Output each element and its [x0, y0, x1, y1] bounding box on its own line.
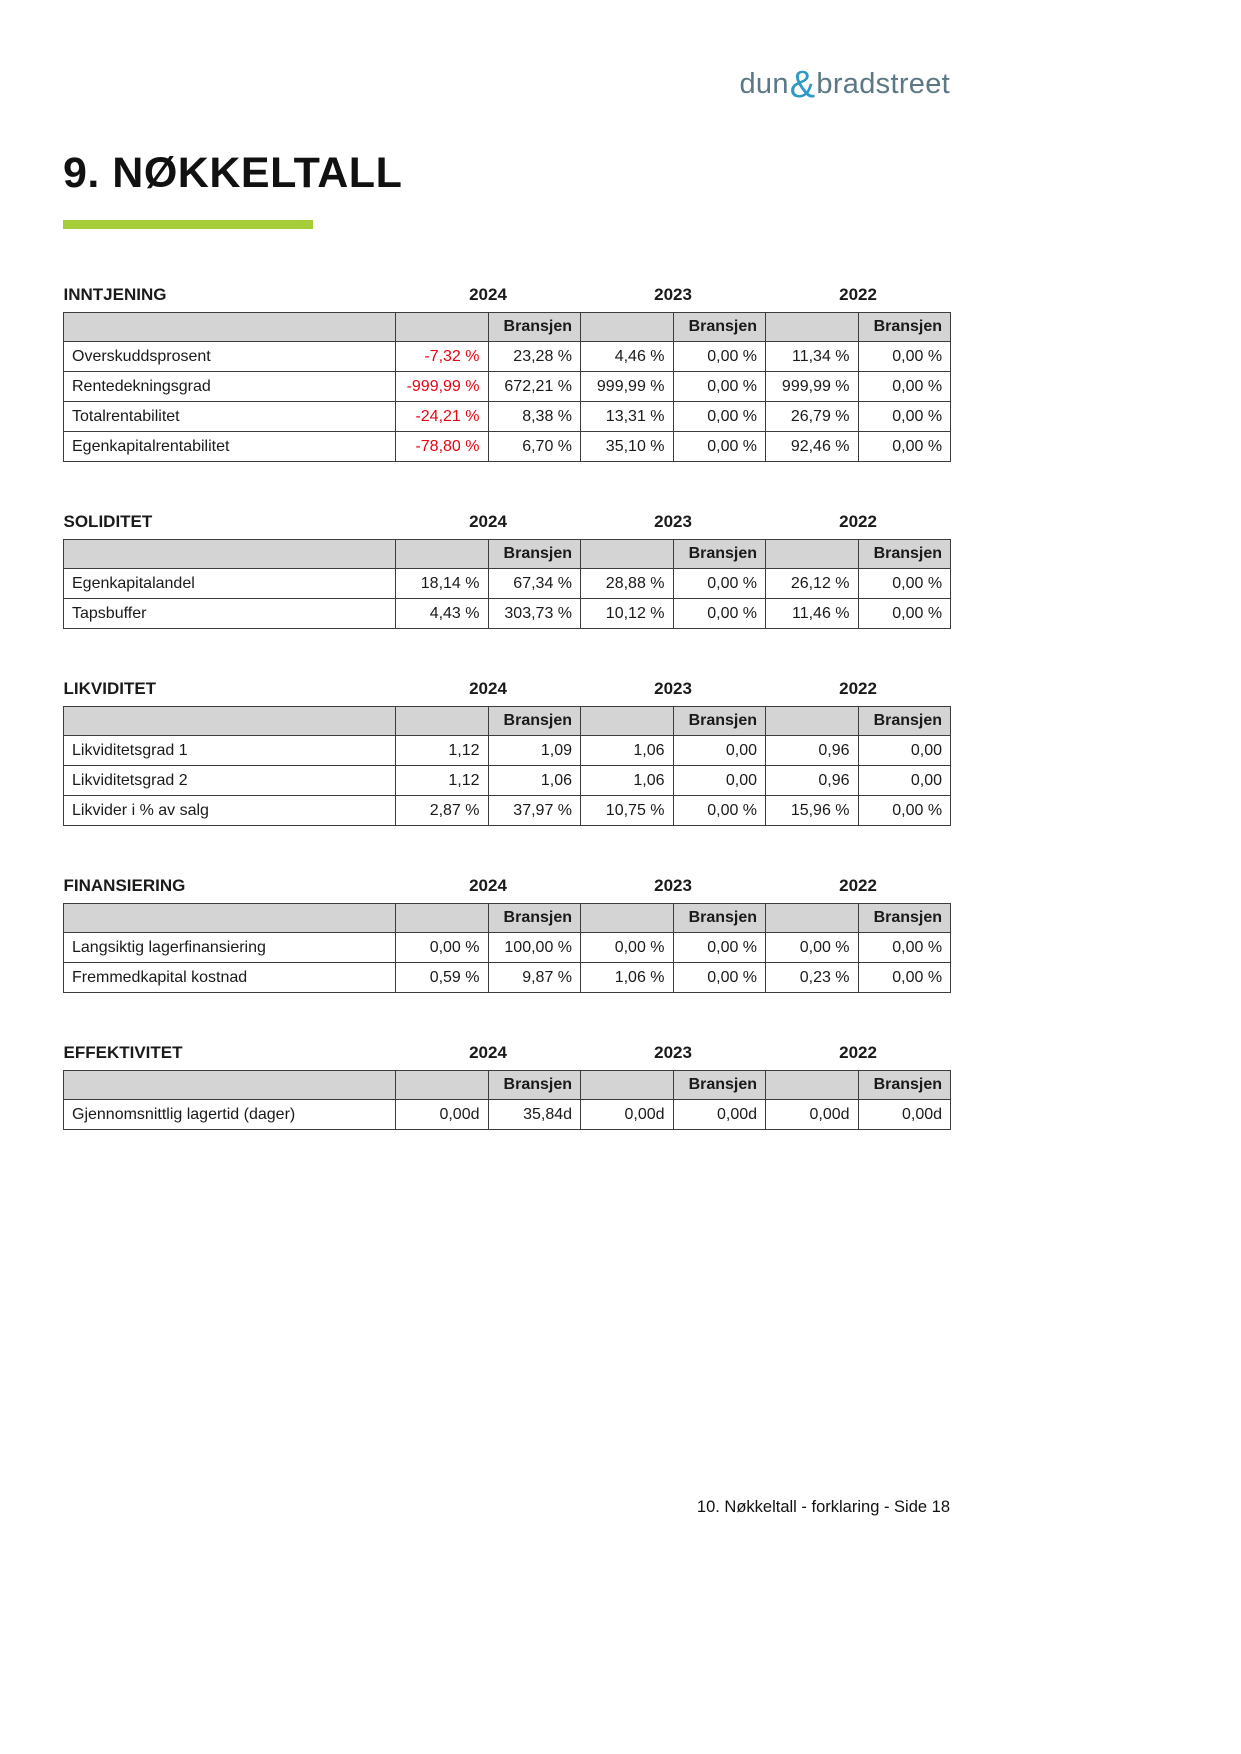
- value-cell: 0,00 %: [673, 342, 766, 372]
- section-likviditet: [63, 679, 950, 826]
- value-cell: -24,21 %: [396, 402, 489, 432]
- title-underline: [63, 220, 313, 229]
- header-blank-cell: [396, 904, 489, 933]
- value-cell: 11,34 %: [766, 342, 859, 372]
- value-cell: 4,43 %: [396, 599, 489, 629]
- header-blank-cell: [64, 707, 396, 736]
- value-cell: 9,87 %: [488, 963, 581, 993]
- value-cell: 0,00: [673, 736, 766, 766]
- industry-header-row: [64, 540, 951, 569]
- header-blank-cell: [581, 707, 674, 736]
- table-row: [64, 432, 951, 462]
- value-cell: -7,32 %: [396, 342, 489, 372]
- industry-column-header: Bransjen: [858, 1071, 951, 1100]
- year-label: 2023: [654, 876, 692, 895]
- industry-column-header: Bransjen: [858, 540, 951, 569]
- value-cell: 0,00 %: [766, 933, 859, 963]
- industry-column-header: Bransjen: [673, 1071, 766, 1100]
- value-cell: 999,99 %: [766, 372, 859, 402]
- value-cell: 35,84d: [488, 1100, 581, 1130]
- section-finansiering: [63, 876, 950, 993]
- year-label: 2023: [654, 679, 692, 698]
- logo-word-bradstreet: bradstreet: [816, 68, 950, 100]
- value-cell: 1,06: [581, 766, 674, 796]
- value-cell: 0,00 %: [673, 402, 766, 432]
- industry-column-header: Bransjen: [488, 1071, 581, 1100]
- value-cell: 8,38 %: [488, 402, 581, 432]
- value-cell: 4,46 %: [581, 342, 674, 372]
- value-cell: 0,00d: [858, 1100, 951, 1130]
- value-cell: 303,73 %: [488, 599, 581, 629]
- year-label: 2022: [839, 876, 877, 895]
- section-header-row: [64, 512, 951, 540]
- section-title: LIKVIDITET: [63, 679, 157, 698]
- value-cell: 23,28 %: [488, 342, 581, 372]
- row-label: Fremmedkapital kostnad: [64, 963, 396, 993]
- header-blank-cell: [766, 540, 859, 569]
- value-cell: 26,12 %: [766, 569, 859, 599]
- row-label: Rentedekningsgrad: [64, 372, 396, 402]
- table-row: [64, 1100, 951, 1130]
- value-cell: 0,00d: [581, 1100, 674, 1130]
- year-label: 2023: [654, 512, 692, 531]
- section-effektivitet: [63, 1043, 950, 1130]
- row-label: Likviditetsgrad 2: [64, 766, 396, 796]
- industry-column-header: Bransjen: [488, 707, 581, 736]
- industry-column-header: Bransjen: [858, 904, 951, 933]
- value-cell: 10,12 %: [581, 599, 674, 629]
- header-blank-cell: [64, 313, 396, 342]
- header-blank-cell: [396, 707, 489, 736]
- row-label: Overskuddsprosent: [64, 342, 396, 372]
- value-cell: 28,88 %: [581, 569, 674, 599]
- header-blank-cell: [581, 313, 674, 342]
- value-cell: 0,00 %: [858, 372, 951, 402]
- table-row: [64, 372, 951, 402]
- kpi-table-inntjening: [63, 285, 951, 462]
- value-cell: 0,00 %: [858, 796, 951, 826]
- value-cell: 37,97 %: [488, 796, 581, 826]
- value-cell: 0,00 %: [396, 933, 489, 963]
- value-cell: 0,00 %: [673, 933, 766, 963]
- year-label: 2024: [469, 679, 507, 698]
- value-cell: 26,79 %: [766, 402, 859, 432]
- value-cell: 1,12: [396, 736, 489, 766]
- industry-header-row: [64, 707, 951, 736]
- value-cell: 0,00d: [766, 1100, 859, 1130]
- sections: [63, 285, 950, 1130]
- table-row: [64, 342, 951, 372]
- kpi-table-finansiering: [63, 876, 951, 993]
- section-title: INNTJENING: [63, 285, 167, 304]
- industry-header-row: [64, 313, 951, 342]
- value-cell: 0,59 %: [396, 963, 489, 993]
- kpi-table-soliditet: [63, 512, 951, 629]
- value-cell: 10,75 %: [581, 796, 674, 826]
- value-cell: 15,96 %: [766, 796, 859, 826]
- ampersand-icon: &: [789, 64, 816, 106]
- industry-column-header: Bransjen: [858, 313, 951, 342]
- industry-column-header: Bransjen: [673, 313, 766, 342]
- header-blank-cell: [396, 313, 489, 342]
- header-blank-cell: [766, 904, 859, 933]
- section-header-row: [64, 876, 951, 904]
- value-cell: 0,00 %: [673, 372, 766, 402]
- table-row: [64, 736, 951, 766]
- table-row: [64, 796, 951, 826]
- header-blank-cell: [64, 1071, 396, 1100]
- header-blank-cell: [64, 904, 396, 933]
- value-cell: 0,00 %: [858, 933, 951, 963]
- section-inntjening: [63, 285, 950, 462]
- logo-row: [63, 0, 950, 106]
- industry-column-header: Bransjen: [488, 540, 581, 569]
- value-cell: 2,87 %: [396, 796, 489, 826]
- industry-column-header: Bransjen: [673, 904, 766, 933]
- section-title: FINANSIERING: [63, 876, 186, 895]
- row-label: Egenkapitalandel: [64, 569, 396, 599]
- row-label: Tapsbuffer: [64, 599, 396, 629]
- industry-column-header: Bransjen: [673, 540, 766, 569]
- year-label: 2024: [469, 285, 507, 304]
- section-soliditet: [63, 512, 950, 629]
- value-cell: 13,31 %: [581, 402, 674, 432]
- row-label: Totalrentabilitet: [64, 402, 396, 432]
- value-cell: 11,46 %: [766, 599, 859, 629]
- row-label: Egenkapitalrentabilitet: [64, 432, 396, 462]
- value-cell: 0,96: [766, 766, 859, 796]
- industry-header-row: [64, 1071, 951, 1100]
- table-row: [64, 599, 951, 629]
- value-cell: 0,00: [673, 766, 766, 796]
- value-cell: 0,00 %: [673, 963, 766, 993]
- year-label: 2024: [469, 512, 507, 531]
- kpi-table-likviditet: [63, 679, 951, 826]
- table-row: [64, 569, 951, 599]
- table-row: [64, 963, 951, 993]
- value-cell: 1,12: [396, 766, 489, 796]
- value-cell: 6,70 %: [488, 432, 581, 462]
- value-cell: 67,34 %: [488, 569, 581, 599]
- value-cell: 18,14 %: [396, 569, 489, 599]
- table-row: [64, 933, 951, 963]
- section-header-row: [64, 1043, 951, 1071]
- value-cell: 0,00d: [396, 1100, 489, 1130]
- value-cell: -78,80 %: [396, 432, 489, 462]
- kpi-table-effektivitet: [63, 1043, 951, 1130]
- value-cell: 0,00d: [673, 1100, 766, 1130]
- value-cell: 672,21 %: [488, 372, 581, 402]
- year-label: 2023: [654, 1043, 692, 1062]
- value-cell: 1,06 %: [581, 963, 674, 993]
- value-cell: 0,00: [858, 766, 951, 796]
- value-cell: -999,99 %: [396, 372, 489, 402]
- value-cell: 0,00 %: [673, 569, 766, 599]
- header-blank-cell: [396, 540, 489, 569]
- year-label: 2022: [839, 679, 877, 698]
- industry-column-header: Bransjen: [488, 313, 581, 342]
- page-title: 9. NØKKELTALL: [63, 149, 403, 197]
- value-cell: 999,99 %: [581, 372, 674, 402]
- year-label: 2024: [469, 876, 507, 895]
- value-cell: 0,00 %: [858, 569, 951, 599]
- dun-bradstreet-logo: [739, 64, 950, 106]
- row-label: Likviditetsgrad 1: [64, 736, 396, 766]
- section-header-row: [64, 679, 951, 707]
- industry-column-header: Bransjen: [858, 707, 951, 736]
- row-label: Likvider i % av salg: [64, 796, 396, 826]
- section-title: SOLIDITET: [63, 512, 153, 531]
- header-blank-cell: [581, 540, 674, 569]
- value-cell: 0,00 %: [858, 963, 951, 993]
- value-cell: 1,09: [488, 736, 581, 766]
- value-cell: 1,06: [581, 736, 674, 766]
- year-label: 2022: [839, 1043, 877, 1062]
- industry-column-header: Bransjen: [673, 707, 766, 736]
- page-footer: 10. Nøkkeltall - forklaring - Side 18: [696, 1498, 950, 1516]
- value-cell: 0,00 %: [858, 599, 951, 629]
- value-cell: 35,10 %: [581, 432, 674, 462]
- value-cell: 0,00 %: [673, 599, 766, 629]
- section-title: EFFEKTIVITET: [63, 1043, 183, 1062]
- table-row: [64, 402, 951, 432]
- header-blank-cell: [766, 1071, 859, 1100]
- value-cell: 0,96: [766, 736, 859, 766]
- value-cell: 0,00 %: [858, 402, 951, 432]
- header-blank-cell: [581, 904, 674, 933]
- value-cell: 0,23 %: [766, 963, 859, 993]
- industry-column-header: Bransjen: [488, 904, 581, 933]
- value-cell: 0,00 %: [858, 432, 951, 462]
- header-blank-cell: [581, 1071, 674, 1100]
- header-blank-cell: [766, 707, 859, 736]
- value-cell: 92,46 %: [766, 432, 859, 462]
- value-cell: 0,00: [858, 736, 951, 766]
- year-label: 2023: [654, 285, 692, 304]
- row-label: Gjennomsnittlig lagertid (dager): [64, 1100, 396, 1130]
- header-blank-cell: [64, 540, 396, 569]
- year-label: 2022: [839, 285, 877, 304]
- logo-word-dun: dun: [739, 68, 789, 100]
- value-cell: 0,00 %: [673, 796, 766, 826]
- industry-header-row: [64, 904, 951, 933]
- value-cell: 0,00 %: [581, 933, 674, 963]
- year-label: 2024: [469, 1043, 507, 1062]
- value-cell: 0,00 %: [673, 432, 766, 462]
- section-header-row: [64, 285, 951, 313]
- row-label: Langsiktig lagerfinansiering: [64, 933, 396, 963]
- year-label: 2022: [839, 512, 877, 531]
- table-row: [64, 766, 951, 796]
- header-blank-cell: [766, 313, 859, 342]
- header-blank-cell: [396, 1071, 489, 1100]
- value-cell: 0,00 %: [858, 342, 951, 372]
- value-cell: 1,06: [488, 766, 581, 796]
- value-cell: 100,00 %: [488, 933, 581, 963]
